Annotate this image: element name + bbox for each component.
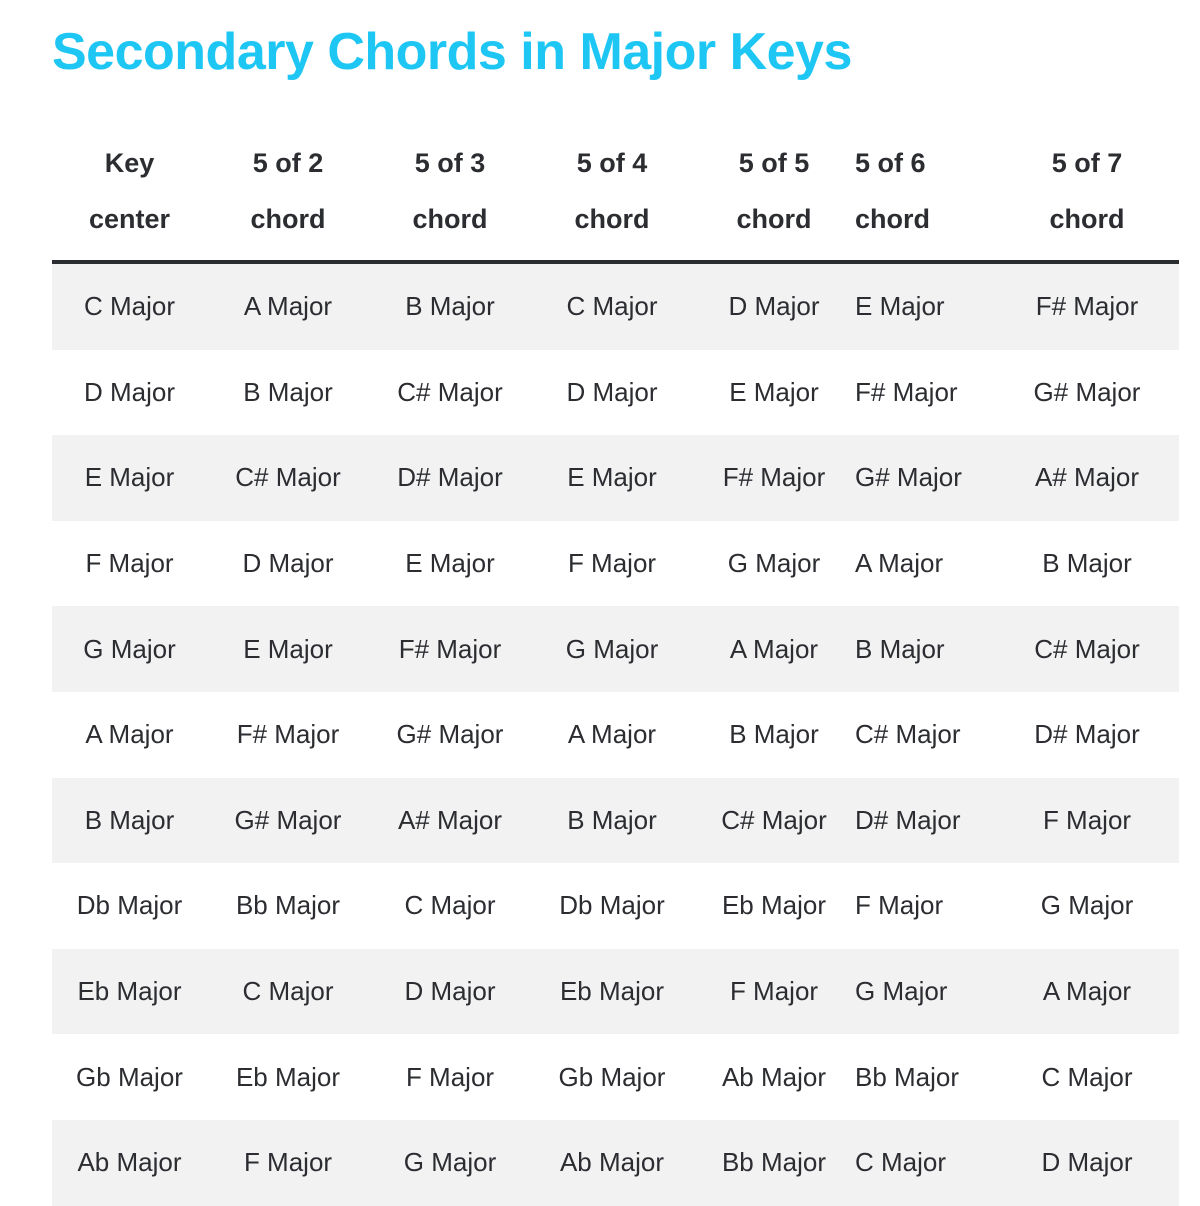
five-of-two-cell: G# Major	[207, 778, 369, 864]
five-of-seven-cell: G# Major	[995, 350, 1179, 436]
column-header-line: 5 of 4	[576, 148, 648, 178]
five-of-six-cell: F Major	[855, 863, 995, 949]
five-of-three-cell: D# Major	[369, 435, 531, 521]
five-of-three-cell: B Major	[369, 262, 531, 350]
five-of-four-cell: C Major	[531, 262, 693, 350]
five-of-six-cell: G# Major	[855, 435, 995, 521]
five-of-three-cell: A# Major	[369, 778, 531, 864]
five-of-four-cell: B Major	[531, 778, 693, 864]
table-row	[52, 521, 1179, 607]
five-of-seven-cell: G Major	[995, 863, 1179, 949]
five-of-four-cell: F Major	[531, 521, 693, 607]
five-of-five-cell: B Major	[693, 692, 855, 778]
five-of-five-cell: Ab Major	[693, 1034, 855, 1120]
five-of-five-cell: Bb Major	[693, 1120, 855, 1206]
five-of-three-cell: D Major	[369, 949, 531, 1035]
five-of-five-cell: C# Major	[693, 778, 855, 864]
key-center-cell: Gb Major	[52, 1034, 207, 1120]
five-of-two-cell: C# Major	[207, 435, 369, 521]
five-of-six-cell: E Major	[855, 262, 995, 350]
table-row	[52, 262, 1179, 350]
table-row	[52, 1034, 1179, 1120]
key-center-cell: Eb Major	[52, 949, 207, 1035]
key-center-cell: C Major	[52, 262, 207, 350]
five-of-six-cell: G Major	[855, 949, 995, 1035]
five-of-six-cell: B Major	[855, 606, 995, 692]
five-of-six-cell: F# Major	[855, 350, 995, 436]
key-center-cell: G Major	[52, 606, 207, 692]
table-row	[52, 692, 1179, 778]
column-header-line: 5 of 6	[855, 148, 926, 178]
five-of-two-cell: F# Major	[207, 692, 369, 778]
column-header-line: chord	[574, 204, 650, 234]
five-of-three-cell: C# Major	[369, 350, 531, 436]
key-center-cell: Db Major	[52, 863, 207, 949]
five-of-six-cell: Bb Major	[855, 1034, 995, 1120]
column-header-5-of-2	[207, 122, 369, 262]
table-row	[52, 1120, 1179, 1206]
column-header-5-of-3	[369, 122, 531, 262]
column-header-key-center	[52, 122, 207, 262]
column-header-line: 5 of 7	[1051, 148, 1123, 178]
five-of-three-cell: F Major	[369, 1034, 531, 1120]
five-of-three-cell: E Major	[369, 521, 531, 607]
five-of-three-cell: F# Major	[369, 606, 531, 692]
column-header-line: chord	[736, 204, 812, 234]
table-row	[52, 350, 1179, 436]
five-of-four-cell: E Major	[531, 435, 693, 521]
five-of-two-cell: Bb Major	[207, 863, 369, 949]
column-header-line: chord	[250, 204, 326, 234]
five-of-seven-cell: C Major	[995, 1034, 1179, 1120]
five-of-five-cell: G Major	[693, 521, 855, 607]
five-of-five-cell: F Major	[693, 949, 855, 1035]
table-body	[52, 262, 1179, 1206]
column-header-5-of-7	[995, 122, 1179, 262]
column-header-5-of-4	[531, 122, 693, 262]
table-row	[52, 949, 1179, 1035]
five-of-seven-cell: C# Major	[995, 606, 1179, 692]
five-of-five-cell: F# Major	[693, 435, 855, 521]
five-of-six-cell: C# Major	[855, 692, 995, 778]
key-center-cell: F Major	[52, 521, 207, 607]
five-of-three-cell: G Major	[369, 1120, 531, 1206]
five-of-two-cell: Eb Major	[207, 1034, 369, 1120]
five-of-seven-cell: F Major	[995, 778, 1179, 864]
key-center-cell: Ab Major	[52, 1120, 207, 1206]
five-of-four-cell: Gb Major	[531, 1034, 693, 1120]
five-of-six-cell: D# Major	[855, 778, 995, 864]
five-of-seven-cell: D# Major	[995, 692, 1179, 778]
five-of-two-cell: E Major	[207, 606, 369, 692]
five-of-five-cell: D Major	[693, 262, 855, 350]
five-of-four-cell: Eb Major	[531, 949, 693, 1035]
table-row	[52, 435, 1179, 521]
key-center-cell: A Major	[52, 692, 207, 778]
five-of-two-cell: A Major	[207, 262, 369, 350]
column-header-line: chord	[412, 204, 488, 234]
five-of-seven-cell: A# Major	[995, 435, 1179, 521]
column-header-line: 5 of 2	[252, 148, 324, 178]
secondary-chords-table	[52, 122, 1179, 1206]
five-of-four-cell: Db Major	[531, 863, 693, 949]
key-center-cell: E Major	[52, 435, 207, 521]
five-of-five-cell: E Major	[693, 350, 855, 436]
page-title: Secondary Chords in Major Keys	[52, 23, 852, 81]
five-of-five-cell: Eb Major	[693, 863, 855, 949]
table-row	[52, 778, 1179, 864]
key-center-cell: B Major	[52, 778, 207, 864]
five-of-seven-cell: F# Major	[995, 262, 1179, 350]
five-of-six-cell: A Major	[855, 521, 995, 607]
five-of-seven-cell: A Major	[995, 949, 1179, 1035]
column-header-5-of-6	[855, 122, 995, 262]
key-center-cell: D Major	[52, 350, 207, 436]
table-row	[52, 863, 1179, 949]
five-of-five-cell: A Major	[693, 606, 855, 692]
column-header-line: Key	[104, 148, 155, 178]
column-header-line: chord	[855, 204, 931, 234]
five-of-four-cell: G Major	[531, 606, 693, 692]
column-header-line: 5 of 3	[414, 148, 486, 178]
column-header-line: center	[88, 204, 171, 234]
column-header-5-of-5	[693, 122, 855, 262]
five-of-two-cell: B Major	[207, 350, 369, 436]
five-of-four-cell: D Major	[531, 350, 693, 436]
column-header-line: 5 of 5	[738, 148, 810, 178]
table-header-row	[52, 122, 1179, 262]
five-of-three-cell: G# Major	[369, 692, 531, 778]
five-of-two-cell: C Major	[207, 949, 369, 1035]
five-of-three-cell: C Major	[369, 863, 531, 949]
five-of-four-cell: A Major	[531, 692, 693, 778]
column-header-line: chord	[1049, 204, 1125, 234]
five-of-four-cell: Ab Major	[531, 1120, 693, 1206]
table-row	[52, 606, 1179, 692]
five-of-two-cell: D Major	[207, 521, 369, 607]
five-of-two-cell: F Major	[207, 1120, 369, 1206]
five-of-six-cell: C Major	[855, 1120, 995, 1206]
five-of-seven-cell: D Major	[995, 1120, 1179, 1206]
five-of-seven-cell: B Major	[995, 521, 1179, 607]
